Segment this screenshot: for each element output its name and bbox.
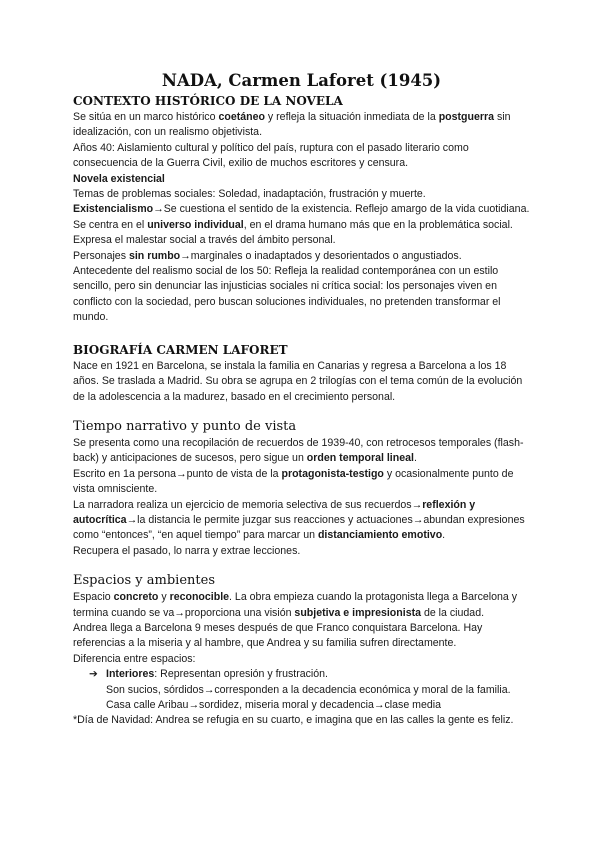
section-heading-tiempo: Tiempo narrativo y punto de vista [73, 418, 297, 434]
paragraph: *Día de Navidad: Andrea se refugia en su cuarto, e imagina que en las calles la gente es feliz. [73, 714, 514, 727]
bold-term: reconocible [169, 591, 230, 604]
spacer [73, 326, 530, 342]
list-item [73, 667, 530, 682]
bold-term: orden temporal lineal [306, 452, 414, 465]
bold-term: concreto [113, 591, 159, 604]
paragraph: Años 40: Aislamiento cultural y político del país, ruptura con el pasado literario como consecuencia de la Guerra Civil, exilio de muchos escritores y censura. [73, 141, 469, 170]
indented-paragraph: Son sucios, sórdidos→corresponden a la decadencia económica y moral de la familia. [106, 683, 511, 696]
paragraph: Se presenta como una recopilación de recuerdos de 1939-40, con retrocesos temporales (flash-back) y anticipaciones de sucesos, pero sigue un orden temporal lineal. [73, 436, 524, 465]
section-heading-biografia: BIOGRAFÍA CARMEN LAFORET [73, 342, 288, 357]
bold-term: distanciamiento emotivo [317, 529, 443, 542]
paragraph: Escrito en 1a persona→punto de vista de la protagonista-testigo y ocasionalmente punto de vista omnisciente. [73, 467, 514, 496]
paragraph: Personajes sin rumbo→marginales o inadaptados y desorientados o angustiados. [73, 249, 462, 262]
bold-term: Interiores [106, 668, 155, 681]
arrow-bullet-icon: ➔ [89, 668, 98, 681]
paragraph: La narradora realiza un ejercicio de memoria selectiva de sus recuerdos→reflexión y autocrítica→la distancia le permite juzgar sus reacciones y actuaciones→abundan expresiones como “entonces”, “en aquel tiempo” para marcar un distanciamiento emotivo. [73, 498, 525, 542]
paragraph: Se sitúa en un marco histórico coetáneo y refleja la situación inmediata de la postguerra sin idealización, con un realismo objetivista. [73, 111, 511, 139]
bold-term: reflexión y autocrítica [73, 498, 476, 526]
document-title: NADA, Carmen Laforet (1945) [161, 71, 442, 90]
subheading-novela-existencial: Novela existencial [73, 172, 165, 185]
paragraph: Temas de problemas sociales: Soledad, inadaptación, frustración y muerte. [73, 188, 426, 201]
spacer [73, 405, 530, 417]
indented-paragraph: Casa calle Aribau→sordidez, miseria moral y decadencia→clase media [106, 699, 442, 711]
bold-term: sin rumbo [128, 249, 181, 262]
paragraph: Espacio concreto y reconocible. La obra empieza cuando la protagonista llega a Barcelona y termina cuando se va→proporciona una visión subjetiva e impresionista de la ciudad. [73, 591, 518, 619]
section-heading-espacios: Espacios y ambientes [73, 573, 215, 589]
paragraph: Andrea llega a Barcelona 9 meses después de que Franco conquistara Barcelona. Hay referencias a la miseria y al hambre, que Andrea y su familia sufren directamente. [73, 621, 483, 650]
paragraph: Recupera el pasado, lo narra y extrae lecciones. [73, 544, 301, 557]
list-item-text: Interiores: Representan opresión y frustración. [106, 668, 328, 681]
bold-term: Existencialismo [73, 203, 154, 216]
bold-term: subjetiva e impresionista [294, 606, 422, 619]
paragraph: Existencialismo→Se cuestiona el sentido de la existencia. Reflejo amargo de la vida cuotidiana. [73, 203, 530, 216]
bold-term: postguerra [438, 111, 495, 123]
paragraph: Nace en 1921 en Barcelona, se instala la familia en Canarias y regresa a Barcelona a los 18 años. Se traslada a Madrid. Su obra se agrupa en 2 trilogías con el tema común de la evolución de la adolescencia a la madurez, basado en el crecimiento personal. [73, 359, 523, 403]
paragraph: Diferencia entre espacios: [73, 652, 196, 665]
bold-term: coetáneo [218, 111, 265, 123]
bold-term: protagonista-testigo [281, 467, 384, 480]
paragraph: Se centra en el universo individual, en el drama humano más que en la problemática social. Expresa el malestar social a través del ámbito personal. [73, 218, 513, 247]
paragraph: Antecedente del realismo social de los 50: Refleja la realidad contemporánea con un estilo sencillo, pero sin denunciar las injusticias sociales ni crítica social: los personajes viven en conflicto con la sociedad, pero buscan soluciones individuales, no pretenden transformar el mundo. [73, 265, 501, 324]
spacer [73, 559, 530, 571]
section-heading-contexto: CONTEXTO HISTÓRICO DE LA NOVELA [73, 94, 343, 108]
bold-term: universo individual [147, 218, 244, 231]
